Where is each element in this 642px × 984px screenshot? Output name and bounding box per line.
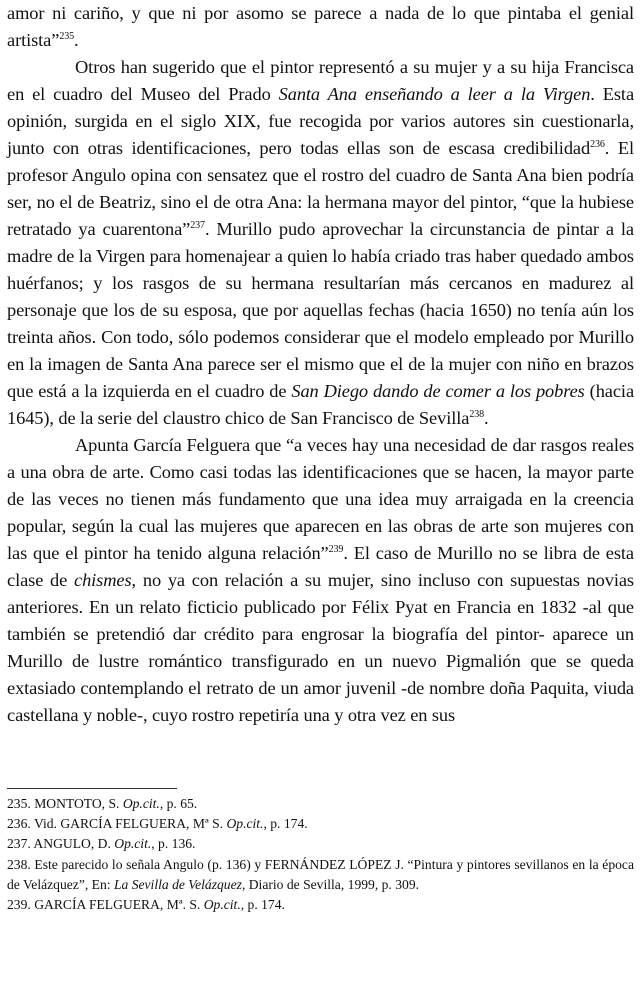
footnote-italic: Op.cit. — [122, 796, 160, 811]
paragraph-text: Apunta García Felguera que “a veces hay una necesidad de dar rasgos reales a una obra de arte. Como casi todas las identificaciones que se hacen, la mayor parte de las veces no tienen más fundamento que una idea muy arraigada en la creencia popular, según la cual las mujeres que aparecen en las obras de arte son mujeres con las que el pintor ha tenido alguna relación” — [7, 435, 634, 563]
footnote-text: 236. Vid. GARCÍA FELGUERA, Mª S. — [7, 816, 227, 832]
footnote-ref[interactable]: 236 — [590, 139, 605, 150]
footnote — [7, 794, 634, 814]
paragraph-text: (hacia 1645), de la serie del claustro chico de San Francisco de Sevilla — [7, 381, 635, 428]
page — [7, 0, 634, 729]
footnote-ref[interactable]: 237 — [190, 220, 205, 231]
paragraph-text: . Murillo pudo aprovechar la circunstancia de pintar a la madre de la Virgen para homenajear a quien lo había criado tras haber quedado ambos huérfanos; y los rasgos de su hermana resultarían más cercanos en madurez al personaje que los de su esposa, que por aquellas fechas (hacia 1650) no tenía aún los treinta años. Con todo, sólo podemos considerar que el modelo empleado por Murillo en la imagen de Santa Ana parece ser el mismo que el de la mujer con niño en brazos que está a la izquierda en el cuadro de — [7, 219, 634, 401]
footnote-ref[interactable]: 239 — [328, 544, 344, 555]
footnote — [7, 814, 634, 834]
footnote-ref[interactable]: 235 — [59, 31, 75, 42]
paragraph-text: , no ya con relación a su mujer, sino incluso con supuestas novias anteriores. En un relato ficticio publicado por Félix Pyat en Francia en 1832 -al que también se pretendió dar crédito para engrosar la biografía del pintor- aparece un Murillo de lustre romántico transfigurado en un nuevo Pigmalión que se queda extasiado contemplando el retrato de un amor juvenil -de nombre doña Paquita, viuda castellana y noble-, cuyo rostro repetiría una y otra vez en sus — [7, 570, 634, 725]
footnote-ref[interactable]: 238 — [469, 409, 485, 420]
paragraph-text: . — [484, 408, 489, 428]
paragraph-text: . El caso de Murillo no se libra de esta clase de — [7, 543, 634, 590]
footnote — [7, 855, 634, 895]
paragraph-3 — [7, 432, 634, 729]
footnote-text: 239. GARCÍA FELGUERA, Mª. S. — [7, 897, 204, 913]
footnote-text: 238. Este parecido lo señala Angulo (p. 136) y FERNÁNDEZ LÓPEZ J. “Pintura y pintores sevillanos en la época de Velázquez”, En: — [7, 856, 634, 892]
footnote — [7, 895, 634, 915]
body-text — [7, 0, 634, 729]
footnote-divider — [7, 788, 177, 789]
paragraph-text: . Esta opinión, surgida en el siglo XIX, fue recogida por varios autores sin cuestionarla, junto con otras identificaciones, pero todas ellas son de escasa credibilidad — [7, 84, 635, 158]
paragraph-1 — [7, 0, 634, 54]
paragraph-text: . — [74, 30, 79, 50]
footnote-text: 237. ANGULO, D. — [7, 836, 115, 852]
paragraph-text: Otros han sugerido que el pintor representó a su mujer y a su hija Francisca en el cuadro del Museo del Prado — [7, 57, 634, 104]
footnote-italic: La Sevilla de Velázquez — [113, 876, 242, 892]
artwork-title: San Diego dando de comer a los pobres — [291, 381, 585, 401]
footnotes — [7, 794, 634, 915]
paragraph-text: . El profesor Angulo opina con sensatez que el rostro del cuadro de Santa Ana bien podría ser, no el de Beatriz, sino el de otra Ana: la hermana mayor del pintor, “que la hubiese retratado ya cuarentona” — [7, 138, 634, 239]
footnote-text: , p. 174. — [263, 816, 308, 832]
footnote-text: , p. 174. — [240, 897, 285, 913]
paragraph-text: amor ni cariño, y que ni por asomo se parece a nada de lo que pintaba el genial artista” — [7, 3, 634, 50]
footnote-italic: Op.cit. — [226, 816, 264, 832]
footnote-italic: Op.cit. — [114, 836, 152, 852]
footnote — [7, 834, 634, 854]
paragraph-2 — [7, 54, 634, 432]
footnote-text: , p. 65. — [159, 796, 198, 811]
footnote-text: , Diario de Sevilla, 1999, p. 309. — [241, 876, 420, 892]
footnote-italic: Op.cit. — [203, 897, 241, 913]
artwork-title: Santa Ana enseñando a leer a la Virgen — [278, 84, 591, 104]
footnote-text: , p. 136. — [151, 836, 196, 852]
footnote-text: 235. MONTOTO, S. — [7, 796, 123, 811]
emphasis-word: chismes — [74, 570, 132, 590]
